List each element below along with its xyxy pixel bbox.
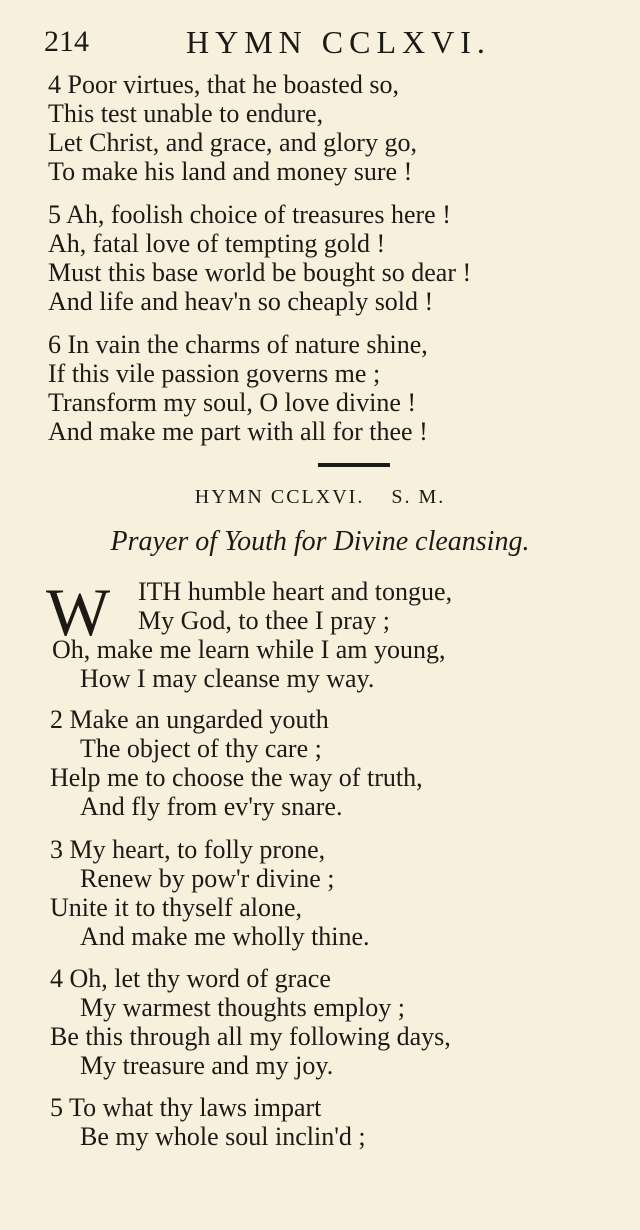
running-title: HYMN CCLXVI.	[186, 24, 491, 60]
verse-line: My warmest thoughts employ ;	[80, 993, 405, 1022]
verse-line: 5 Ah, foolish choice of treasures here !	[48, 200, 451, 229]
hymn-subtitle: Prayer of Youth for Divine cleansing.	[110, 526, 530, 557]
verse-line: 2 Make an ungarded youth	[50, 705, 329, 734]
verse-line: 4 Poor virtues, that he boasted so,	[48, 70, 399, 99]
stanza-6-previous	[48, 330, 428, 446]
verse-line: How I may cleanse my way.	[80, 664, 375, 693]
hymn-number: HYMN CCLXVI.	[194, 486, 365, 508]
drop-cap: W	[46, 574, 111, 650]
verse-line: Ah, fatal love of tempting gold !	[48, 229, 386, 258]
verse-line: If this vile passion governs me ;	[48, 359, 381, 388]
verse-line: ITH humble heart and tongue,	[138, 577, 453, 606]
verse-line: Be this through all my following days,	[50, 1022, 451, 1051]
verse-line: Transform my soul, O love divine !	[48, 388, 417, 417]
verse-line: And fly from ev'ry snare.	[80, 792, 343, 821]
stanza-5-previous	[48, 200, 471, 316]
verse-line: Help me to choose the way of truth,	[50, 763, 423, 792]
stanza-2	[50, 705, 423, 821]
page-number: 214	[44, 25, 89, 58]
stanza-3	[50, 835, 370, 951]
verse-line: Let Christ, and grace, and glory go,	[48, 128, 417, 157]
verse-line: This test unable to endure,	[48, 99, 324, 128]
section-divider	[318, 463, 390, 467]
stanza-5	[50, 1093, 366, 1151]
hymn-meter: S. M.	[391, 486, 446, 508]
verse-line: And make me wholly thine.	[80, 922, 370, 951]
page-header	[44, 22, 604, 62]
verse-line: My God, to thee I pray ;	[138, 606, 391, 635]
stanza-4	[50, 964, 451, 1080]
verse-line: And life and heav'n so cheaply sold !	[48, 287, 434, 316]
verse-line: Renew by pow'r divine ;	[80, 864, 335, 893]
stanza-4-previous	[48, 70, 417, 186]
verse-line: Oh, make me learn while I am young,	[52, 635, 446, 664]
verse-line: And make me part with all for thee !	[48, 417, 428, 446]
verse-line: 4 Oh, let thy word of grace	[50, 964, 331, 993]
verse-line: Must this base world be bought so dear !	[48, 258, 472, 287]
verse-line: The object of thy care ;	[80, 734, 322, 763]
verse-line: To make his land and money sure !	[48, 157, 413, 186]
verse-line: 5 To what thy laws impart	[50, 1093, 322, 1122]
hymn-title	[0, 486, 640, 509]
verse-line: Unite it to thyself alone,	[50, 893, 303, 922]
verse-line: Be my whole soul inclin'd ;	[80, 1122, 366, 1151]
verse-line: 6 In vain the charms of nature shine,	[48, 330, 428, 359]
verse-line: My treasure and my joy.	[80, 1051, 334, 1080]
verse-line: 3 My heart, to folly prone,	[50, 835, 326, 864]
